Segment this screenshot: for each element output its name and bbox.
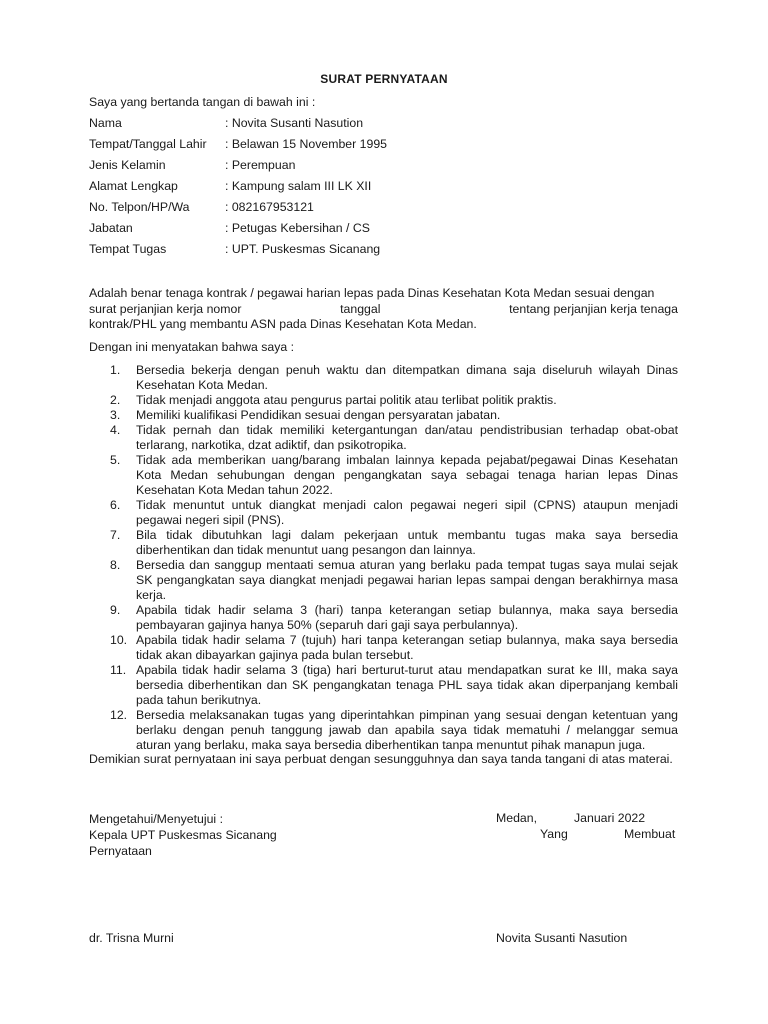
paragraph-text: tentang perjanjian kerja tenaga [509, 301, 678, 316]
identity-row [89, 242, 387, 263]
signature-date: Januari 2022 [574, 811, 646, 825]
identity-table [89, 116, 387, 263]
identity-label: Alamat Lengkap [89, 179, 178, 193]
identity-label: No. Telpon/HP/Wa [89, 200, 190, 214]
identity-row [89, 179, 387, 200]
declaration-intro: Dengan ini menyatakan bahwa saya : [89, 340, 295, 354]
paragraph-text: surat perjanjian kerja nomor [89, 301, 242, 316]
item-text: Tidak menjadi anggota atau pengurus partai politik atau terlibat politik praktis. [136, 393, 557, 407]
employment-paragraph [89, 286, 678, 333]
identity-value: : Belawan 15 November 1995 [225, 137, 388, 151]
identity-row [89, 221, 387, 242]
item-number: 7. [110, 528, 121, 542]
identity-value: : 082167953121 [225, 200, 314, 214]
item-text: Tidak menuntut untuk diangkat menjadi calon pegawai negeri sipil (CPNS) ataupun menjadi pegawai negeri sipil (PNS). [136, 498, 678, 527]
identity-value: : Kampung salam III LK XII [225, 179, 372, 193]
item-number: 10. [110, 633, 128, 647]
list-item [110, 633, 678, 663]
paragraph-line [89, 286, 678, 302]
item-number: 6. [110, 498, 121, 512]
item-text: Bila tidak dibutuhkan lagi dalam pekerjaan untuk membantu tugas maka saya bersedia diberhentikan dan tidak menuntut uang pesangon dan lainnya. [136, 528, 678, 557]
statement-list [110, 363, 678, 753]
list-item [110, 498, 678, 528]
list-item [110, 663, 678, 708]
item-number: 1. [110, 363, 121, 377]
identity-value: : Petugas Kebersihan / CS [225, 221, 370, 235]
item-number: 9. [110, 603, 121, 617]
signature-left-block [89, 811, 277, 859]
statement-word: Pernyataan [89, 844, 152, 858]
item-number: 8. [110, 558, 121, 572]
list-item [110, 393, 678, 408]
paragraph-text: tanggal [340, 301, 381, 316]
document-title: SURAT PERNYATAAN [320, 72, 448, 86]
item-text: Apabila tidak hadir selama 3 (tiga) hari berturut-turut atau mendapatkan surat ke III, maka saya bersedia diberhentikan dan SK pengangkatan tenaga PHL saya tidak akan diperpanjang kembali pada tahun berikutnya. [136, 663, 678, 707]
item-text: Apabila tidak hadir selama 3 (hari) tanpa keterangan setiap bulannya, maka saya bersedia pembayaran gajinya hanya 50% (separuh dari gaji saya perbulannya). [136, 603, 678, 632]
identity-label: Jenis Kelamin [89, 158, 166, 172]
item-text: Memiliki kualifikasi Pendidikan sesuai dengan persyaratan jabatan. [136, 408, 501, 422]
list-item [110, 528, 678, 558]
identity-label: Tempat Tugas [89, 242, 167, 256]
paragraph-line [89, 317, 678, 333]
identity-row [89, 158, 387, 179]
list-item [110, 423, 678, 453]
item-text: Tidak ada memberikan uang/barang imbalan lainnya kepada pejabat/pegawai Dinas Kesehatan Kota Medan sehubungan dengan pengangkatan saya sebagai tenaga harian lepas Dinas Kesehatan Kota Medan tahun 2022. [136, 453, 678, 497]
list-item [110, 603, 678, 633]
item-text: Apabila tidak hadir selama 7 (tujuh) hari tanpa keterangan setiap bulannya, maka saya bersedia tidak akan dibayarkan gajinya pada bulan tersebut. [136, 633, 678, 662]
list-item [110, 708, 678, 753]
identity-label: Tempat/Tanggal Lahir [89, 137, 207, 151]
head-title: Kepala UPT Puskesmas Sicanang [89, 828, 277, 842]
item-text: Tidak pernah dan tidak memiliki ketergantungan dan/atau pendistribusian terhadap obat-obat terlarang, narkotika, dzat adiktif, dan psikotropika. [136, 423, 678, 452]
intro-text: Saya yang bertanda tangan di bawah ini : [89, 95, 316, 109]
list-item [110, 558, 678, 603]
identity-label: Nama [89, 116, 122, 130]
right-signatory-name: Novita Susanti Nasution [496, 931, 628, 945]
item-number: 5. [110, 453, 121, 467]
item-number: 12. [110, 708, 128, 722]
closing-paragraph: Demikian surat pernyataan ini saya perbuat dengan sesungguhnya dan saya tanda tangani di atas materai. [89, 752, 673, 766]
list-item [110, 408, 678, 423]
item-number: 4. [110, 423, 121, 437]
item-text: Bersedia dan sanggup mentaati semua aturan yang berlaku pada tempat tugas saya mulai sejak SK pengangkatan saya diangkat menjadi pegawai harian lepas sampai dengan berakhirnya masa kerja. [136, 558, 678, 602]
item-number: 11. [110, 663, 127, 677]
item-text: Bersedia melaksanakan tugas yang diperintahkan pimpinan yang sesuai dengan ketentuan yang berlaku dengan penuh tanggung jawab dan apabila saya tidak mematuhi / melanggar semua aturan yang berlaku, maka saya bersedia diberhentikan tanpa menuntut pihak manapun juga. [136, 708, 678, 752]
signature-membuat: Membuat [624, 827, 676, 841]
identity-label: Jabatan [89, 221, 133, 235]
paragraph-line [89, 302, 678, 318]
paragraph-text: kontrak/PHL yang membantu ASN pada Dinas Kesehatan Kota Medan. [89, 317, 477, 331]
identity-value: : Novita Susanti Nasution [225, 116, 364, 130]
item-number: 2. [110, 393, 121, 407]
identity-row [89, 137, 387, 158]
list-item [110, 363, 678, 393]
left-signatory-name: dr. Trisna Murni [89, 931, 174, 945]
identity-row [89, 200, 387, 221]
item-number: 3. [110, 408, 121, 422]
signature-city: Medan, [496, 811, 538, 825]
item-text: Bersedia bekerja dengan penuh waktu dan ditempatkan dimana saja diseluruh wilayah Dinas Kesehatan Kota Medan. [136, 363, 678, 392]
list-item [110, 453, 678, 498]
identity-row [89, 116, 387, 137]
identity-value: : Perempuan [225, 158, 296, 172]
acknowledged-label: Mengetahui/Menyetujui : [89, 812, 223, 826]
signature-yang: Yang [540, 827, 568, 841]
identity-value: : UPT. Puskesmas Sicanang [225, 242, 381, 256]
paragraph-text: Adalah benar tenaga kontrak / pegawai harian lepas pada Dinas Kesehatan Kota Medan sesuai dengan [89, 286, 655, 300]
